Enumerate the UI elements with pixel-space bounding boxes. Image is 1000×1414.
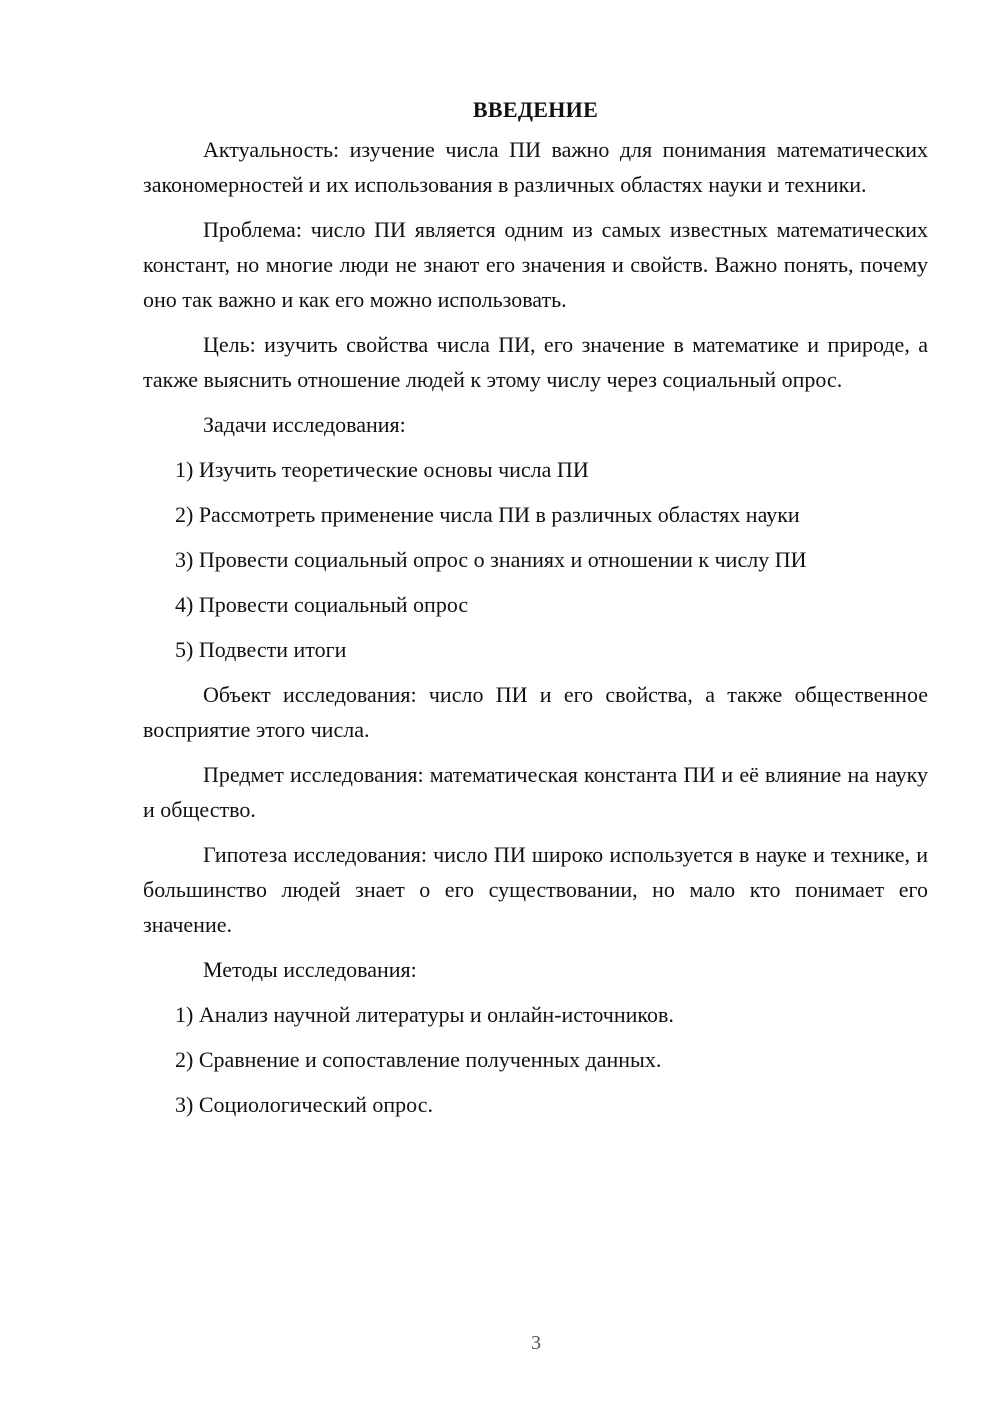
page-number: 3 [531,1332,541,1354]
hypothesis-paragraph: Гипотеза исследования: число ПИ широко используется в науке и технике, и большинство людей знает о его существовании, но мало кто понимает его значение. [143,842,928,937]
methods-label: Методы исследования: [203,957,417,982]
document-page [143,92,928,1132]
page-title: ВВЕДЕНИЕ [472,97,599,122]
task-item: 3) Провести социальный опрос о знаниях и отношении к числу ПИ [175,547,807,572]
task-item: 5) Подвести итоги [175,637,347,662]
relevance-paragraph: Актуальность: изучение числа ПИ важно для понимания математических закономерностей и их использования в различных областях науки и техники. [143,137,928,197]
subject-paragraph: Предмет исследования: математическая константа ПИ и её влияние на науку и общество. [143,762,928,822]
problem-paragraph: Проблема: число ПИ является одним из самых известных математических констант, но многие люди не знают его значения и свойств. Важно понять, почему оно так важно и как его можно использовать. [143,217,928,312]
tasks-label: Задачи исследования: [203,412,406,437]
task-item: 4) Провести социальный опрос [175,592,469,617]
method-item: 3) Социологический опрос. [175,1092,433,1117]
method-item: 2) Сравнение и сопоставление полученных данных. [175,1047,662,1072]
task-item: 1) Изучить теоретические основы числа ПИ [175,457,589,482]
goal-paragraph: Цель: изучить свойства числа ПИ, его значение в математике и природе, а также выяснить отношение людей к этому числу через социальный опрос. [143,332,928,392]
methods-list [143,997,928,1122]
object-paragraph: Объект исследования: число ПИ и его свойства, а также общественное восприятие этого числа. [143,682,928,742]
tasks-list [143,452,928,667]
method-item: 1) Анализ научной литературы и онлайн-источников. [175,1002,674,1027]
task-item: 2) Рассмотреть применение числа ПИ в различных областях науки [175,502,800,527]
